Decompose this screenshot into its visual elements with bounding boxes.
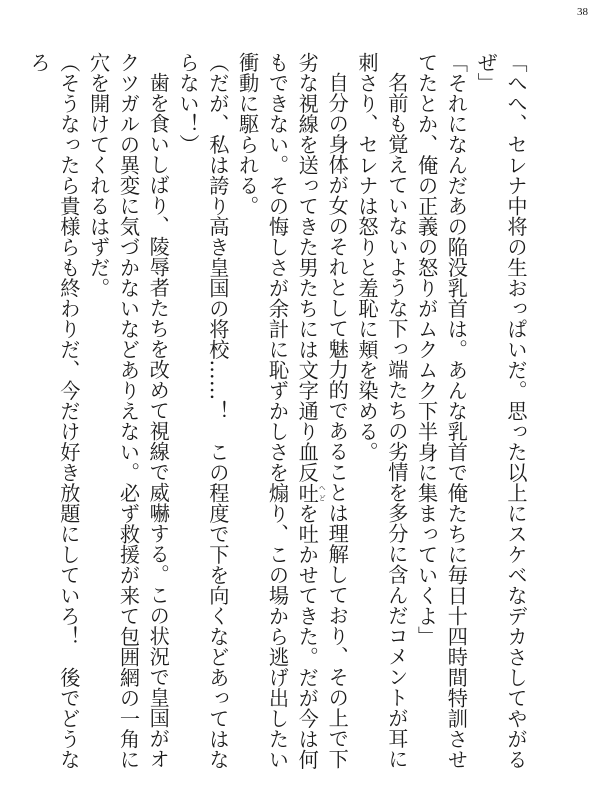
ruby-reading: へど	[318, 482, 327, 503]
narration-2-before: 自分の身体が女のそれとして魅力的であることは理解しており、その上で下劣な視線を送ってきた男たちには文字通り血反	[295, 52, 350, 770]
paragraph-thought-2: （そうなったら貴様らも終わりだ、今だけ好き放題にしていろ！ 後でどうなろ	[27, 52, 81, 770]
paragraph-thought-1: （だが、私は誇り高き皇国の将校……！ この程度で下を向くなどあってはならない！）	[176, 52, 230, 770]
page-number: 38	[577, 6, 588, 18]
paragraph-narration-3: 歯を食いしばり、陵辱者たちを改めて視線で威嚇する。この状況で皇国がオクツガルの異変に気づかないなどありえない。必ず救援が来て包囲網の一角に穴を開けてくれるはずだ。	[86, 52, 171, 770]
paragraph-narration-2	[232, 52, 351, 772]
paragraph-dialogue-1: 「へへ、セレナ中将の生おっぱいだ。思った以上にスケベなデカさしてやがるぜ」	[474, 52, 528, 770]
paragraph-dialogue-2: 「それになんだあの陥没乳首は。あんな乳首で俺たちに毎日十四時間特訓させてたとか、俺の正義の怒りがムクムク下半身に集まっていくよ」	[414, 52, 469, 770]
narration-2-after: を吐かせてきた。だが今は何もできない。その悔しさが余計に恥ずかしさを煽り、この場から逃げ出したい衝動に駆られる。	[235, 52, 320, 770]
paragraph-narration-1: 名前も覚えていないような下っ端たちの劣情を多分に含んだコメントが耳に刺さり、セレナは怒りと羞恥に頬を染める。	[355, 52, 409, 770]
ruby-base: 吐	[295, 482, 320, 503]
ruby-hedo	[295, 482, 327, 504]
vertical-text-body	[27, 52, 530, 772]
